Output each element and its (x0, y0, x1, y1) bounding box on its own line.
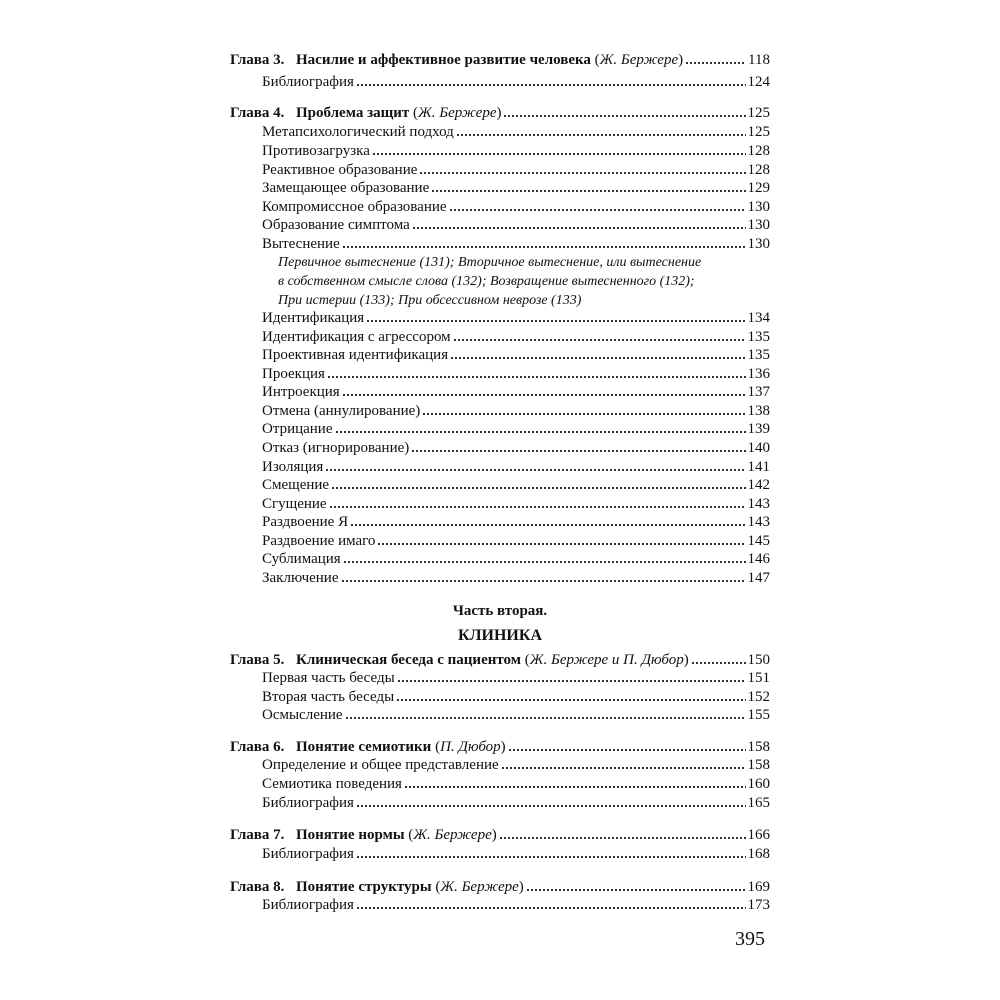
chapter-number: Глава 4. (230, 105, 285, 121)
page-number: 395 (735, 928, 765, 950)
dot-leader (691, 661, 746, 665)
chapter-author: Ж. Бержере и П. Дюбор (529, 652, 684, 668)
entry-label: Отрицание (262, 421, 333, 437)
dot-leader (499, 836, 746, 840)
dot-leader (342, 393, 746, 397)
entry-label: Компромиссное образование (262, 199, 447, 215)
page-ref: 158 (747, 739, 770, 755)
chapter-author: П. Дюбор (440, 739, 501, 755)
dot-leader (327, 375, 746, 379)
toc-entry[interactable] (262, 142, 770, 160)
chapter-title: Проблема защит (296, 105, 410, 121)
page-ref: 150 (747, 652, 770, 668)
chapter-number: Глава 7. (230, 827, 285, 843)
toc-entry[interactable] (262, 73, 770, 91)
dot-leader (411, 449, 745, 453)
toc-entry[interactable] (262, 198, 770, 216)
toc-entry[interactable] (262, 402, 770, 420)
dot-leader (453, 338, 746, 342)
chapter-title: Понятие структуры (296, 879, 432, 895)
entry-label: Сублимация (262, 551, 341, 567)
entry-label: Библиография (262, 74, 354, 90)
part-title: КЛИНИКА (457, 627, 542, 644)
entry-label: Вторая часть беседы (262, 689, 395, 705)
page-ref: 130 (747, 217, 770, 233)
page-ref: 147 (747, 570, 770, 586)
entry-label: Интроекция (262, 384, 340, 400)
page-ref: 135 (747, 329, 770, 345)
dot-leader (412, 226, 746, 230)
page-ref: 141 (747, 459, 770, 475)
entry-label: Замещающее образование (262, 180, 430, 196)
toc-entry[interactable] (262, 328, 770, 346)
part-heading: Часть вторая. (452, 603, 548, 619)
page-ref: 173 (747, 897, 770, 913)
entry-label: Осмысление (262, 707, 343, 723)
dot-leader (335, 430, 746, 434)
entry-label: Библиография (262, 897, 354, 913)
dot-leader (397, 679, 746, 683)
chapter-title: Клиническая беседа с пациентом (296, 652, 521, 668)
dot-leader (325, 468, 745, 472)
toc-entry[interactable] (262, 495, 770, 513)
page-ref: 155 (747, 707, 770, 723)
dot-leader (501, 766, 746, 770)
entry-label: Образование симптома (262, 217, 410, 233)
toc-chapter-5[interactable]: Глава 5. Клиническая беседа с пациентом (Ж. Бержере и П. Дюбор) 150 (230, 652, 770, 668)
toc-chapter-8[interactable]: Глава 8. Понятие структуры (Ж. Бержере) 169 (230, 879, 770, 895)
dot-leader (503, 114, 745, 118)
chapter-number: Глава 6. (230, 739, 285, 755)
page-ref: 125 (747, 105, 770, 121)
page-ref: 138 (747, 403, 770, 419)
entry-label: Идентификация с агрессором (262, 329, 451, 345)
page-ref: 151 (747, 670, 770, 686)
chapter-author: Ж. Бержере (599, 52, 679, 68)
dot-leader (356, 804, 746, 808)
entry-label: Отказ (игнорирование) (262, 440, 410, 456)
page-ref: 136 (747, 366, 770, 382)
chapter-author: Ж. Бержере (418, 105, 497, 121)
page-ref: 129 (747, 180, 770, 196)
dot-leader (342, 245, 746, 249)
entry-label: Проекция (262, 366, 325, 382)
toc-entry[interactable] (262, 439, 770, 457)
toc-entry[interactable] (262, 216, 770, 234)
page-ref: 166 (747, 827, 770, 843)
entry-label: Противозагрузка (262, 143, 370, 159)
page-ref: 137 (747, 384, 770, 400)
toc-entry[interactable] (262, 896, 770, 914)
dot-leader (685, 61, 746, 65)
page-ref: 128 (747, 162, 770, 178)
page-ref: 130 (747, 199, 770, 215)
entry-label: Проективная идентификация (262, 347, 449, 363)
dot-leader (366, 319, 745, 323)
chapter-number: Глава 5. (230, 652, 285, 668)
page-ref: 125 (747, 124, 770, 140)
toc-entry[interactable] (262, 476, 770, 494)
toc-entry[interactable] (262, 845, 770, 863)
page-ref: 130 (747, 236, 770, 252)
page-ref: 152 (747, 689, 770, 705)
chapter-title: Насилие и аффективное развитие человека (296, 52, 591, 68)
dot-leader (456, 133, 746, 137)
toc-entry[interactable] (262, 346, 770, 364)
page-ref: 124 (747, 74, 770, 90)
toc-chapter-6[interactable]: Глава 6. Понятие семиотики (П. Дюбор) 158 (230, 739, 770, 755)
page-ref: 139 (747, 421, 770, 437)
toc-entry[interactable] (262, 794, 770, 812)
toc-chapter-7[interactable]: Глава 7. Понятие нормы (Ж. Бержере) 166 (230, 827, 770, 843)
entry-label: Библиография (262, 795, 354, 811)
dot-leader (372, 152, 746, 156)
entry-label: Раздвоение Я (262, 514, 349, 530)
chapter-number: Глава 3. (230, 52, 285, 68)
dot-leader (419, 171, 745, 175)
entry-label: Метапсихологический подход (262, 124, 454, 140)
chapter-author: Ж. Бержере (440, 879, 519, 895)
toc-entry[interactable] (262, 532, 770, 550)
page-ref: 128 (747, 143, 770, 159)
dot-leader (431, 189, 745, 193)
toc-entry[interactable] (262, 669, 770, 687)
page-ref: 135 (747, 347, 770, 363)
page-ref: 160 (747, 776, 770, 792)
page-ref: 169 (747, 879, 770, 895)
page-ref: 143 (747, 496, 770, 512)
dot-leader (356, 906, 746, 910)
chapter-title: Понятие семиотики (296, 739, 432, 755)
dot-leader (450, 356, 745, 360)
toc-entry[interactable] (262, 420, 770, 438)
toc-entry[interactable] (262, 775, 770, 793)
toc-entry[interactable] (262, 309, 770, 327)
dot-leader (508, 748, 746, 752)
dot-leader (396, 698, 745, 702)
dot-leader (343, 560, 746, 564)
page-ref: 146 (747, 551, 770, 567)
toc-entry[interactable] (262, 123, 770, 141)
page-ref: 142 (747, 477, 770, 493)
toc-entry[interactable] (262, 706, 770, 724)
dot-leader (329, 505, 746, 509)
entry-label: Первая часть беседы (262, 670, 395, 686)
dot-leader (356, 855, 746, 859)
entry-label: Отмена (аннулирование) (262, 403, 421, 419)
page-ref: 145 (747, 533, 770, 549)
dot-leader (377, 542, 745, 546)
toc-entry[interactable] (262, 161, 770, 179)
dot-leader (331, 486, 745, 490)
dot-leader (341, 579, 746, 583)
subtopics-note-line: При истерии (133); При обсессивном неврозе (133) (278, 293, 582, 308)
toc-entry[interactable] (262, 179, 770, 197)
page-ref: 143 (747, 514, 770, 530)
toc-entry[interactable] (262, 458, 770, 476)
dot-leader (449, 208, 746, 212)
page-ref: 165 (747, 795, 770, 811)
toc-entry[interactable] (262, 365, 770, 383)
toc-chapter-3[interactable]: Глава 3. Насилие и аффективное развитие человека (Ж. Бержере) 118 (230, 52, 770, 68)
entry-label: Реактивное образование (262, 162, 418, 178)
toc-entry[interactable] (262, 550, 770, 568)
entry-label: Заключение (262, 570, 339, 586)
page-ref: 158 (747, 757, 770, 773)
entry-label: Вытеснение (262, 236, 340, 252)
chapter-number: Глава 8. (230, 879, 285, 895)
chapter-author: Ж. Бержере (413, 827, 492, 843)
dot-leader (422, 412, 745, 416)
dot-leader (345, 716, 746, 720)
page-ref: 168 (747, 846, 770, 862)
page-ref: 118 (748, 52, 770, 68)
entry-label: Сгущение (262, 496, 327, 512)
dot-leader (404, 785, 746, 789)
toc-chapter-4[interactable]: Глава 4. Проблема защит (Ж. Бержере) 125 (230, 105, 770, 121)
toc-entry[interactable] (262, 513, 770, 531)
entry-label: Смещение (262, 477, 330, 493)
entry-label: Раздвоение имаго (262, 533, 376, 549)
entry-label: Библиография (262, 846, 354, 862)
page-ref: 140 (747, 440, 770, 456)
toc-entry[interactable] (262, 756, 770, 774)
entry-label: Изоляция (262, 459, 324, 475)
toc-entry[interactable] (262, 383, 770, 401)
toc-entry[interactable] (262, 688, 770, 706)
dot-leader (526, 888, 746, 892)
toc-entry[interactable] (262, 235, 770, 253)
toc-entry[interactable] (262, 569, 770, 587)
subtopics-note-line: в собственном смысле слова (132); Возвращение вытесненного (132); (278, 274, 695, 289)
subtopics-note-line: Первичное вытеснение (131); Вторичное вытеснение, или вытеснение (278, 255, 702, 270)
page-ref: 134 (747, 310, 770, 326)
dot-leader (350, 523, 745, 527)
chapter-title: Понятие нормы (296, 827, 405, 843)
dot-leader (356, 83, 746, 87)
entry-label: Идентификация (262, 310, 365, 326)
entry-label: Семиотика поведения (262, 776, 402, 792)
entry-label: Определение и общее представление (262, 757, 499, 773)
